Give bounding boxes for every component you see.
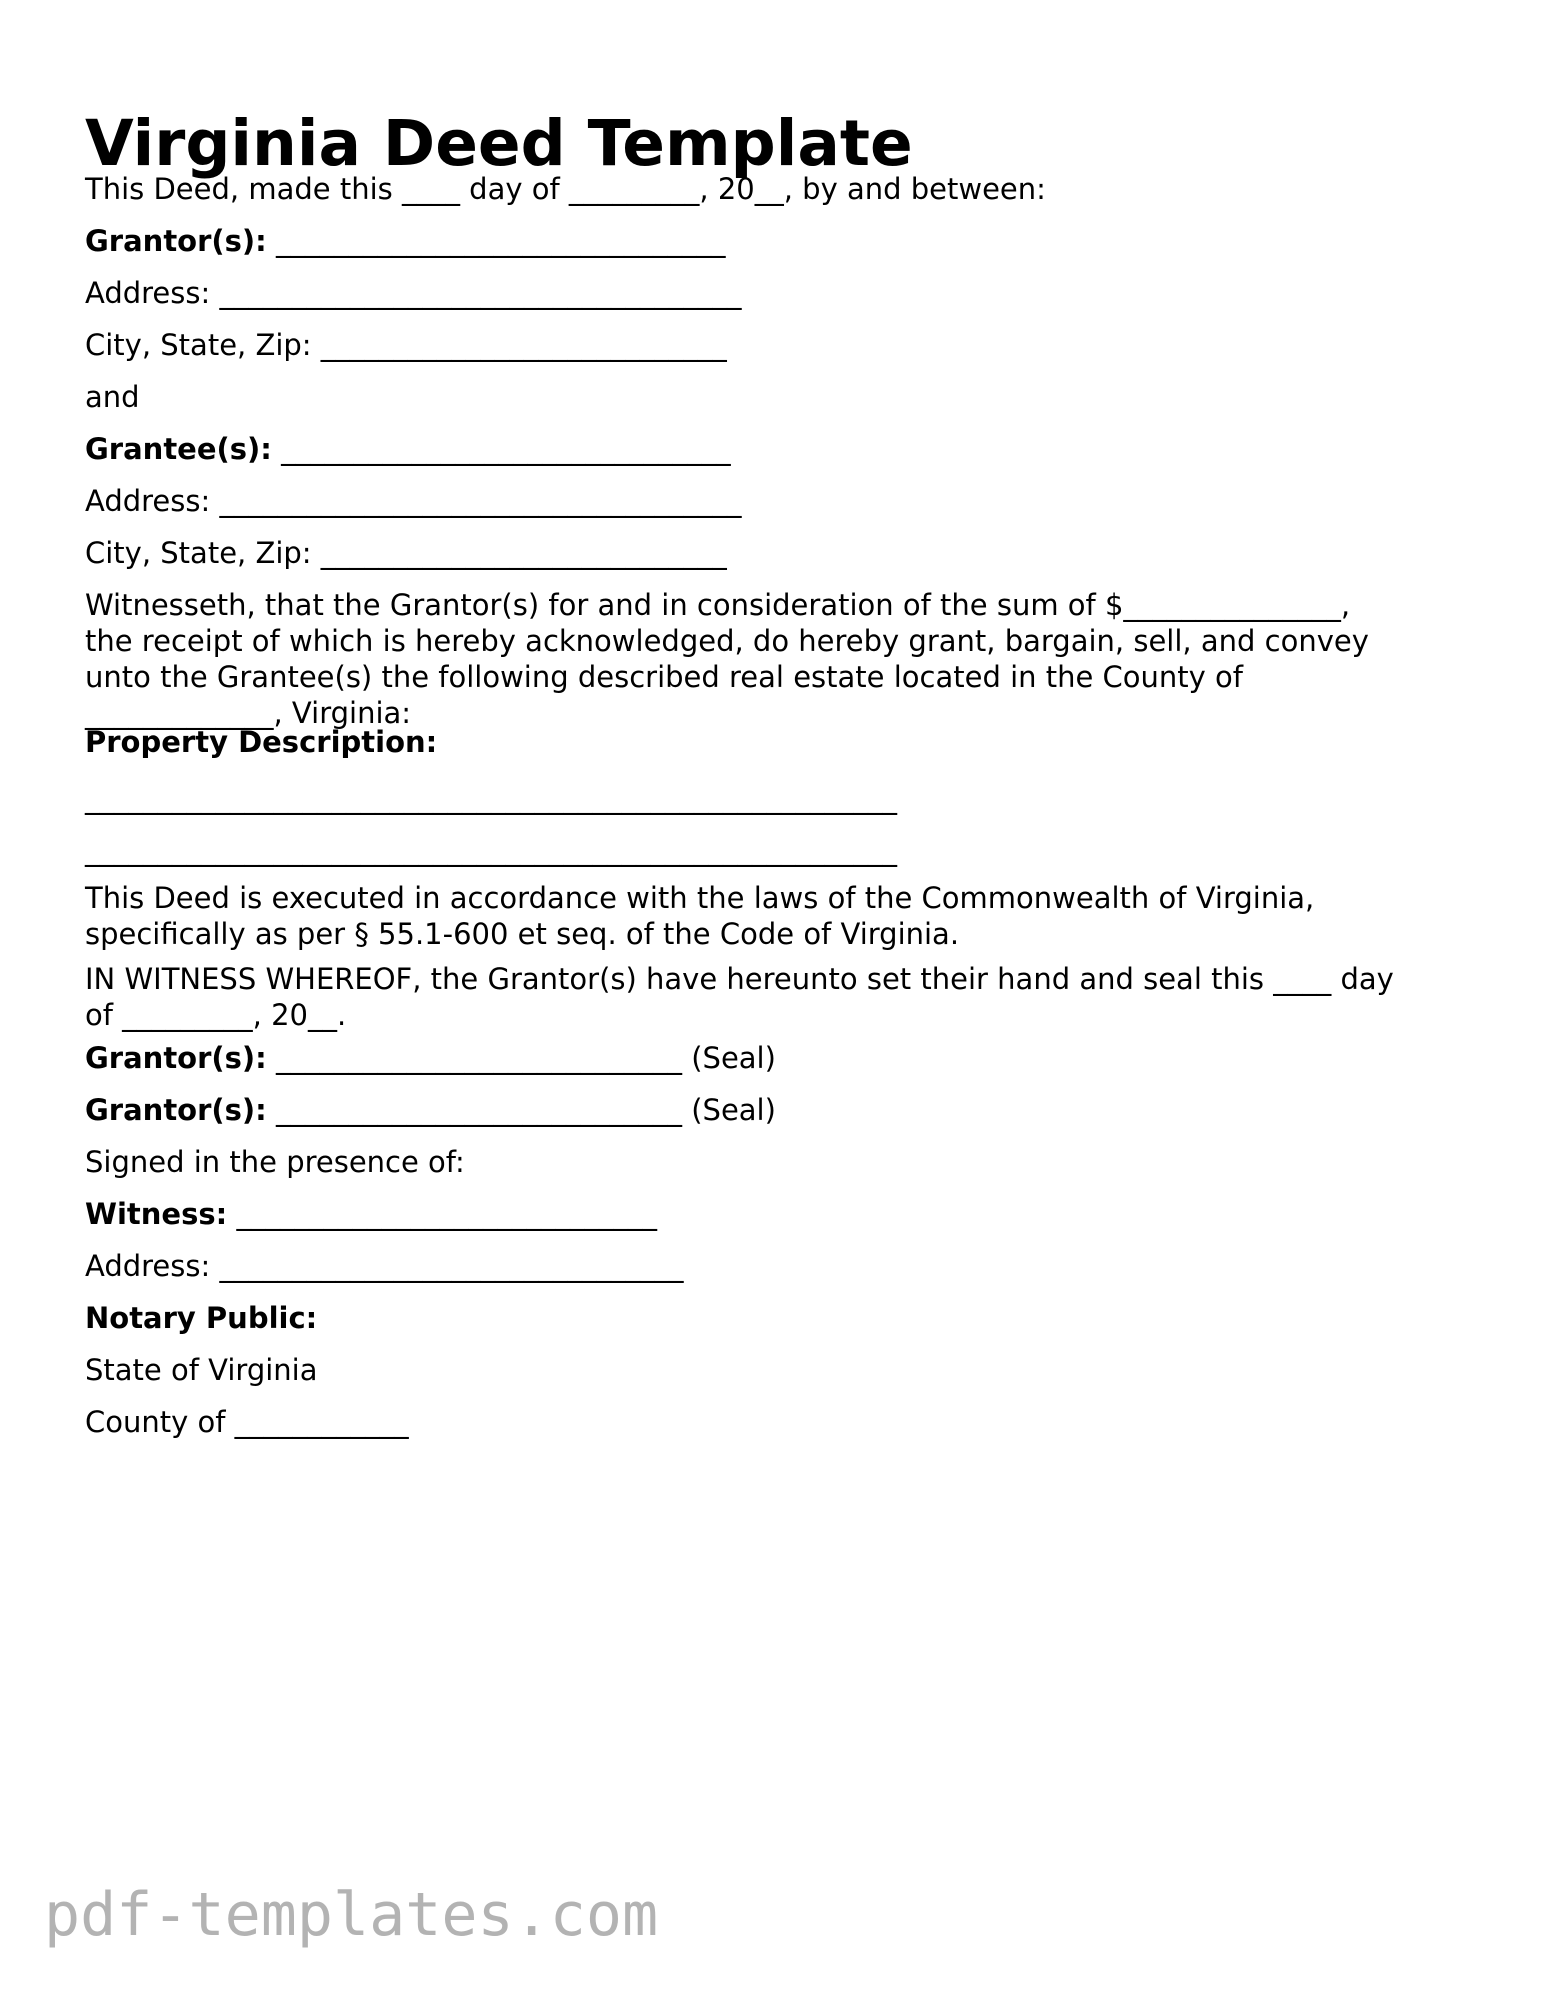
grantee-line: [85, 431, 731, 467]
grantee-blank: _______________________________: [271, 432, 731, 466]
witnesseth-paragraph: Witnesseth, that the Grantor(s) for and in consideration of the sum of $_______________, the receipt of which is hereby acknowledged, do hereby grant, bargain, sell, and convey unto the Grantee(s) the following described real estate located in the County of _____________, Virginia:: [85, 588, 1369, 730]
grantor-line: [85, 223, 726, 259]
grantee-address-line: [85, 483, 741, 519]
grantee-address-label: Address:: [85, 484, 211, 518]
witness-line: [85, 1196, 657, 1232]
grantor-address-line: [85, 275, 741, 311]
grantor-address-label: Address:: [85, 276, 211, 310]
witness-address-line: [85, 1248, 683, 1284]
seal-label: (Seal): [691, 1041, 776, 1075]
grantor-signature-label: Grantor(s):: [85, 1041, 267, 1075]
and-text: and: [85, 380, 140, 414]
grantor-city-line: [85, 327, 727, 363]
witness-label: Witness:: [85, 1197, 228, 1231]
grantor-signature-line-1: [85, 1040, 776, 1076]
grantor-signature-label: Grantor(s):: [85, 1093, 267, 1127]
notary-county-label: County of: [85, 1405, 226, 1439]
grantor-label: Grantor(s):: [85, 224, 267, 258]
witness-address-blank: ________________________________: [210, 1249, 684, 1283]
grantee-label: Grantee(s):: [85, 432, 272, 466]
grantor-blank: _______________________________: [266, 224, 726, 258]
property-blank-line-1: ________________________________________________________: [85, 781, 897, 815]
grantee-address-blank: ____________________________________: [210, 484, 742, 518]
grantor-signature-line-2: [85, 1092, 776, 1128]
intro-line: This Deed, made this ____ day of _________, 20__, by and between:: [85, 172, 1046, 206]
notary-county-line: [85, 1404, 409, 1440]
property-blank-line-2: ________________________________________________________: [85, 833, 897, 867]
notary-county-blank: ____________: [225, 1405, 409, 1439]
grantee-city-label: City, State, Zip:: [85, 536, 312, 570]
grantee-city-line: [85, 535, 727, 571]
presence-text: Signed in the presence of:: [85, 1145, 465, 1179]
grantor-city-blank: ____________________________: [311, 328, 727, 362]
in-witness-paragraph: IN WITNESS WHEREOF, the Grantor(s) have hereunto set their hand and seal this ____ day of _________, 20__.: [85, 962, 1394, 1032]
grantor-signature-blank: ____________________________: [266, 1041, 692, 1075]
watermark-text: pdf-templates.com: [44, 1880, 659, 1950]
grantor-address-blank: ____________________________________: [210, 276, 742, 310]
notary-public-label: Notary Public:: [85, 1301, 318, 1335]
executed-paragraph: This Deed is executed in accordance with the laws of the Commonwealth of Virginia, specifically as per § 55.1-600 et seq. of the Code of Virginia.: [85, 881, 1315, 951]
property-description-label: Property Description:: [85, 725, 438, 759]
document-title: Virginia Deed Template: [85, 107, 913, 180]
notary-state: State of Virginia: [85, 1353, 318, 1387]
grantor-city-label: City, State, Zip:: [85, 328, 312, 362]
grantee-city-blank: ____________________________: [311, 536, 727, 570]
seal-label: (Seal): [691, 1093, 776, 1127]
witness-blank: _____________________________: [227, 1197, 657, 1231]
witness-address-label: Address:: [85, 1249, 211, 1283]
grantor-signature-blank: ____________________________: [266, 1093, 692, 1127]
